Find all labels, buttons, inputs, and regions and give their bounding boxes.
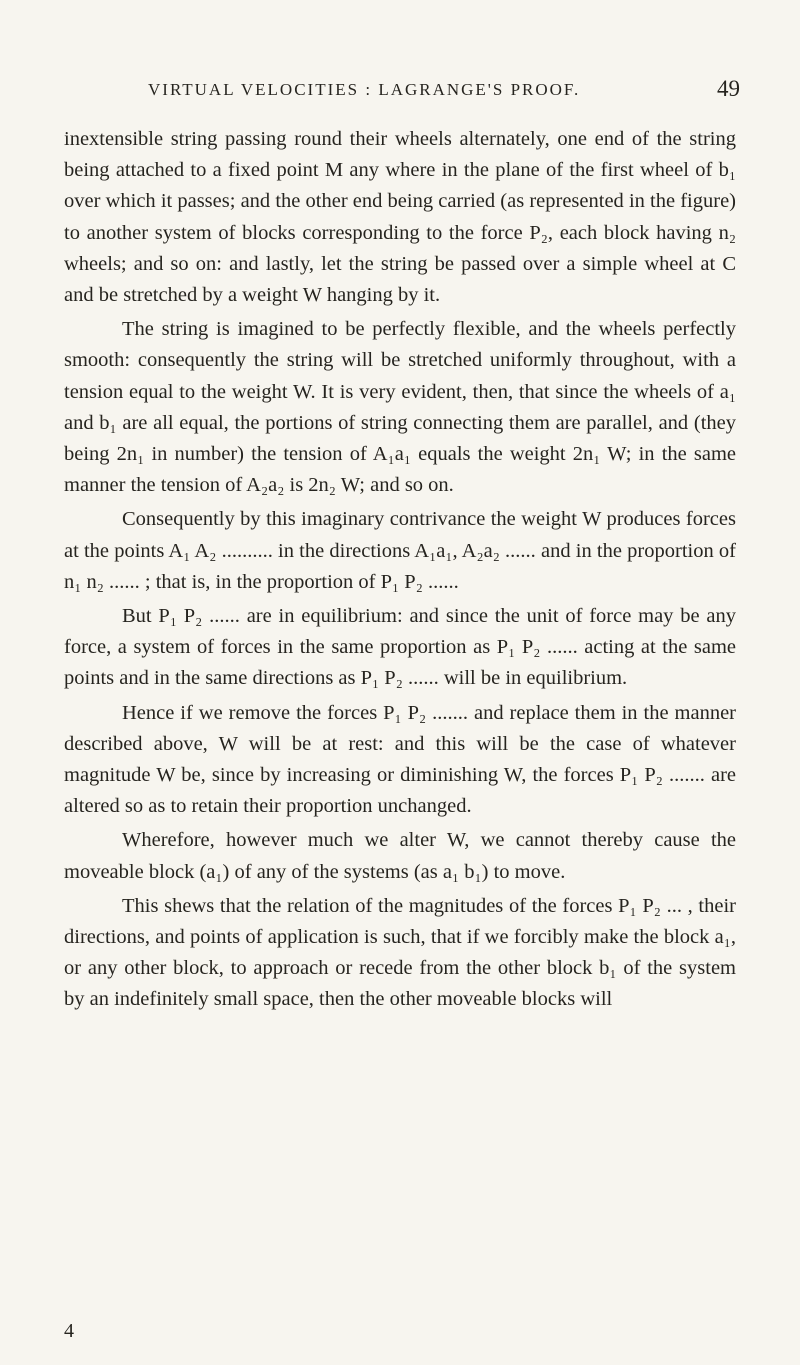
- paragraph-wherefore: Wherefore, however much we alter W, we cannot thereby cause the moveable block (a₁) of any of the systems (as a₁ b₁) to move.: [64, 829, 736, 883]
- paragraph-this-shews: This shews that the relation of the magnitudes of the forces P₁ P₂ ... , their directions, and points of application is such, that if we forcibly make the block a₁, or any other block, to approach or recede from the other block b₁ of the system by an indefinitely small space, then the other moveable blocks will: [64, 894, 736, 1011]
- page-number: 49: [717, 76, 740, 101]
- paragraph-string-tension: The string is imagined to be perfectly flexible, and the wheels perfectly smooth: consequently the string will be stretched uniformly throughout, with a tension equal to the weight W. It is very evident, then, that since the wheels of a₁ and b₁ are all equal, the portions of string connecting them are parallel, and (they being 2n₁ in number) the tension of A₁a₁ equals the weight 2n₁ W; in the same manner the tension of A₂a₂ is 2n₂ W; and so on.: [64, 318, 736, 497]
- signature-mark: 4: [64, 1320, 74, 1342]
- page-body: [64, 124, 736, 1016]
- paragraph-equilibrium: But P₁ P₂ ...... are in equilibrium: and since the unit of force may be any force, a system of forces in the same proportion as P₁ P₂ ...... acting at the same points and in the same directions as P₁ P₂ ...... will be in equilibrium.: [64, 605, 736, 690]
- paragraph-remove-forces: Hence if we remove the forces P₁ P₂ ....... and replace them in the manner described above, W will be at rest: and this will be the case of whatever magnitude W be, since by increasing or diminishing W, the forces P₁ P₂ ....... are altered so as to retain their proportion unchanged.: [64, 701, 736, 818]
- paragraph-continuation: inextensible string passing round their wheels alternately, one end of the string being attached to a fixed point M any where in the plane of the first wheel of b₁ over which it passes; and the other end being carried (as represented in the figure) to another system of blocks corresponding to the force P₂, each block having n₂ wheels; and so on: and lastly, let the string be passed over a simple wheel at C and be stretched by a weight W hanging by it.: [64, 128, 736, 307]
- running-head: VIRTUAL VELOCITIES : LAGRANGE'S PROOF.: [148, 80, 581, 99]
- paragraph-consequently: Consequently by this imaginary contrivance the weight W produces forces at the points A₁ A₂ .......... in the directions A₁a₁, A₂a₂ ...... and in the proportion of n₁ n₂ ...... ; that is, in the proportion of P₁ P₂ ......: [64, 508, 736, 593]
- page-header: [148, 76, 740, 106]
